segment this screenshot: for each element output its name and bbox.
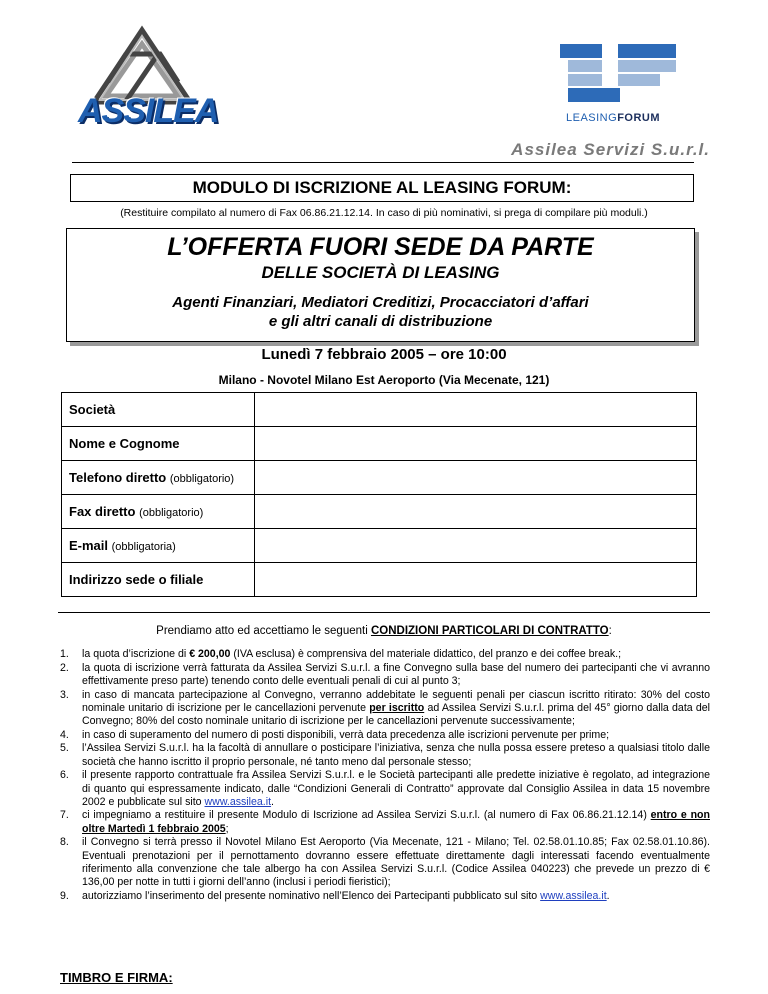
- condition-text: autorizziamo l’inserimento del presente nominativo nell’Elenco dei Partecipanti pubblicato sul sito: [82, 889, 541, 902]
- condition-text-end: .: [271, 795, 274, 808]
- event-title-box: [66, 228, 695, 342]
- condition-text: il presente rapporto contrattuale fra Assilea Servizi S.u.r.l. e le Società partecipanti alle predette iniziative è regolato, ad integrazione di quanto qui espressamente indicato, dalle “Condizioni Generali di Contratto” approvate dal Consiglio Assilea in data 15 novembre 2002 e pubblicate sul sito: [82, 769, 710, 808]
- form-row: [62, 393, 697, 427]
- assilea-website-link[interactable]: www.assilea.it: [540, 889, 607, 902]
- form-label-text: Indirizzo sede o filiale: [69, 572, 204, 587]
- form-row: [62, 563, 697, 597]
- form-label-text: Società: [69, 402, 116, 417]
- event-subtitle-line2: e gli altri canali di distribuzione: [268, 313, 493, 330]
- form-label: [62, 393, 255, 427]
- condition-item: [60, 769, 710, 809]
- condition-item: [60, 729, 710, 742]
- condition-number: 7.: [60, 809, 69, 822]
- condition-item: [60, 689, 710, 729]
- leasing-text: LEASING: [566, 112, 618, 124]
- condition-text: ci impegniamo a restituire il presente Modulo di Iscrizione ad Assilea Servizi S.u.r.l. (al numero di Fax 06.86.21.12.14): [82, 809, 651, 822]
- form-row: [62, 461, 697, 495]
- assilea-website-link[interactable]: www.assilea.it: [204, 795, 272, 808]
- leasingforum-logo: [560, 44, 690, 110]
- condition-number: 9.: [60, 889, 69, 902]
- registration-form: [61, 392, 697, 597]
- forum-text: FORUM: [617, 112, 661, 124]
- form-title: MODULO DI ISCRIZIONE AL LEASING FORUM:: [70, 174, 694, 202]
- form-label: [62, 563, 255, 597]
- condition-text: in caso di superamento del numero di posti disponibili, verrà data precedenza alle iscrizioni pervenute per prime;: [82, 728, 610, 741]
- form-row: [62, 427, 697, 461]
- event-subtitle-line1: Agenti Finanziari, Mediatori Creditizi, Procacciatori d’affari: [172, 294, 589, 311]
- condition-text: il Convegno si terrà presso il Novotel Milano Est Aeroporto (Via Mecenate, 121 - Milano; Tel. 02.58.01.10.85; Fax 02.58.01.10.86). Eventuali prenotazioni per il pernottamento dovranno essere effettuate direttamente dagli interessati facendo eventualmente riferimento alla convenzione che tale albergo ha con Assilea Servizi S.u.r.l. (Codice Assilea 040223) che prevede un prezzo di € 136,00 per notte in tutti i giorni dell’anno (inclusi i periodi fieristici);: [82, 836, 710, 888]
- condition-number: 5.: [60, 742, 69, 755]
- condition-item: [60, 836, 710, 889]
- form-input-cell[interactable]: [255, 563, 697, 597]
- condition-emphasis: entro e non oltre Martedì 1 febbraio 2005: [82, 809, 710, 835]
- form-row: [62, 495, 697, 529]
- conditions-intro: [0, 625, 768, 637]
- condition-emphasis: per iscritto: [369, 701, 425, 714]
- company-name: Assilea Servizi S.u.r.l.: [511, 140, 710, 159]
- condition-number: 2.: [60, 661, 69, 674]
- form-row: [62, 529, 697, 563]
- form-input-cell[interactable]: [255, 495, 697, 529]
- condition-item: [60, 890, 710, 903]
- form-input-cell[interactable]: [255, 461, 697, 495]
- conditions-list: [60, 648, 710, 903]
- condition-number: 4.: [60, 728, 69, 741]
- assilea-wordmark: ASSILEA: [78, 92, 219, 130]
- conditions-divider: [58, 612, 710, 613]
- form-label-note: (obbligatoria): [111, 541, 176, 553]
- fax-instruction: (Restituire compilato al numero di Fax 06.86.21.12.14. In caso di più nominativi, si prega di compilare più moduli.): [120, 207, 648, 219]
- condition-text-end: (IVA esclusa) è comprensiva del materiale didattico, del pranzo e dei coffee break.;: [230, 648, 622, 660]
- form-input-cell[interactable]: [255, 427, 697, 461]
- header-divider: [72, 162, 694, 163]
- event-date: Lunedì 7 febbraio 2005 – ore 10:00: [261, 346, 507, 363]
- leasingforum-wordmark: [566, 112, 660, 124]
- form-label-text: Fax diretto: [69, 504, 136, 519]
- form-label: [62, 427, 255, 461]
- condition-text: la quota di iscrizione verrà fatturata da Assilea Servizi S.u.r.l. a fine Convegno sulla base del numero dei partecipanti che vi avranno effettivamente preso parte) tenendo conto delle eventuali penali di cui al punto 3;: [82, 661, 710, 687]
- conditions-intro-text: Prendiamo atto ed accettiamo le seguenti: [156, 625, 368, 637]
- form-label-text: Telefono diretto: [69, 470, 167, 485]
- condition-number: 1.: [60, 648, 69, 660]
- event-title-line2: DELLE SOCIETÀ DI LEASING: [261, 263, 500, 282]
- form-input-cell[interactable]: [255, 393, 697, 427]
- event-title-line1: L’OFFERTA FUORI SEDE DA PARTE: [167, 233, 594, 261]
- form-label: [62, 529, 255, 563]
- form-label-text: Nome e Cognome: [69, 436, 180, 451]
- condition-text: la quota d’iscrizione di: [82, 648, 190, 660]
- condition-emphasis: € 200,00: [189, 648, 231, 660]
- form-label-note: (obbligatorio): [139, 507, 204, 519]
- event-place: Milano - Novotel Milano Est Aeroporto (Via Mecenate, 121): [218, 373, 550, 387]
- condition-number: 3.: [60, 688, 69, 701]
- condition-number: 8.: [60, 836, 69, 849]
- signature-label: TIMBRO E FIRMA:: [60, 970, 173, 985]
- condition-text-end: ad Assilea Servizi S.u.r.l. prima del 45° giorno dalla data del Convegno; 80% del costo nominale unitario di iscrizione per le cancellazioni pervenute successivamente;: [82, 701, 711, 728]
- form-label: [62, 495, 255, 529]
- condition-item: [60, 648, 710, 661]
- condition-text-end: .: [606, 889, 610, 902]
- condition-item: [60, 742, 710, 768]
- form-label: [62, 461, 255, 495]
- condition-item: [60, 809, 710, 835]
- form-label-text: E-mail: [69, 538, 109, 553]
- conditions-intro-bold: CONDIZIONI PARTICOLARI DI CONTRATTO: [370, 625, 609, 637]
- form-input-cell[interactable]: [255, 529, 697, 563]
- condition-number: 6.: [60, 769, 69, 782]
- condition-text: in caso di mancata partecipazione al Convegno, verranno addebitate le seguenti penali per ciascun iscritto ritirato: 30% del costo nominale unitario di iscrizione per le cancellazioni pervenute: [82, 688, 710, 714]
- conditions-intro-end: :: [608, 625, 612, 637]
- condition-text: l’Assilea Servizi S.u.r.l. ha la facoltà di annullare o posticipare l’iniziativa, senza che nulla possa essere preteso a qualsiasi titolo dalle società che hanno iscritto il proprio personale, né tanto meno dal personale stesso;: [82, 742, 710, 768]
- form-label-note: (obbligatorio): [169, 473, 235, 485]
- condition-item: [60, 662, 710, 688]
- condition-text-end: ;: [225, 822, 229, 835]
